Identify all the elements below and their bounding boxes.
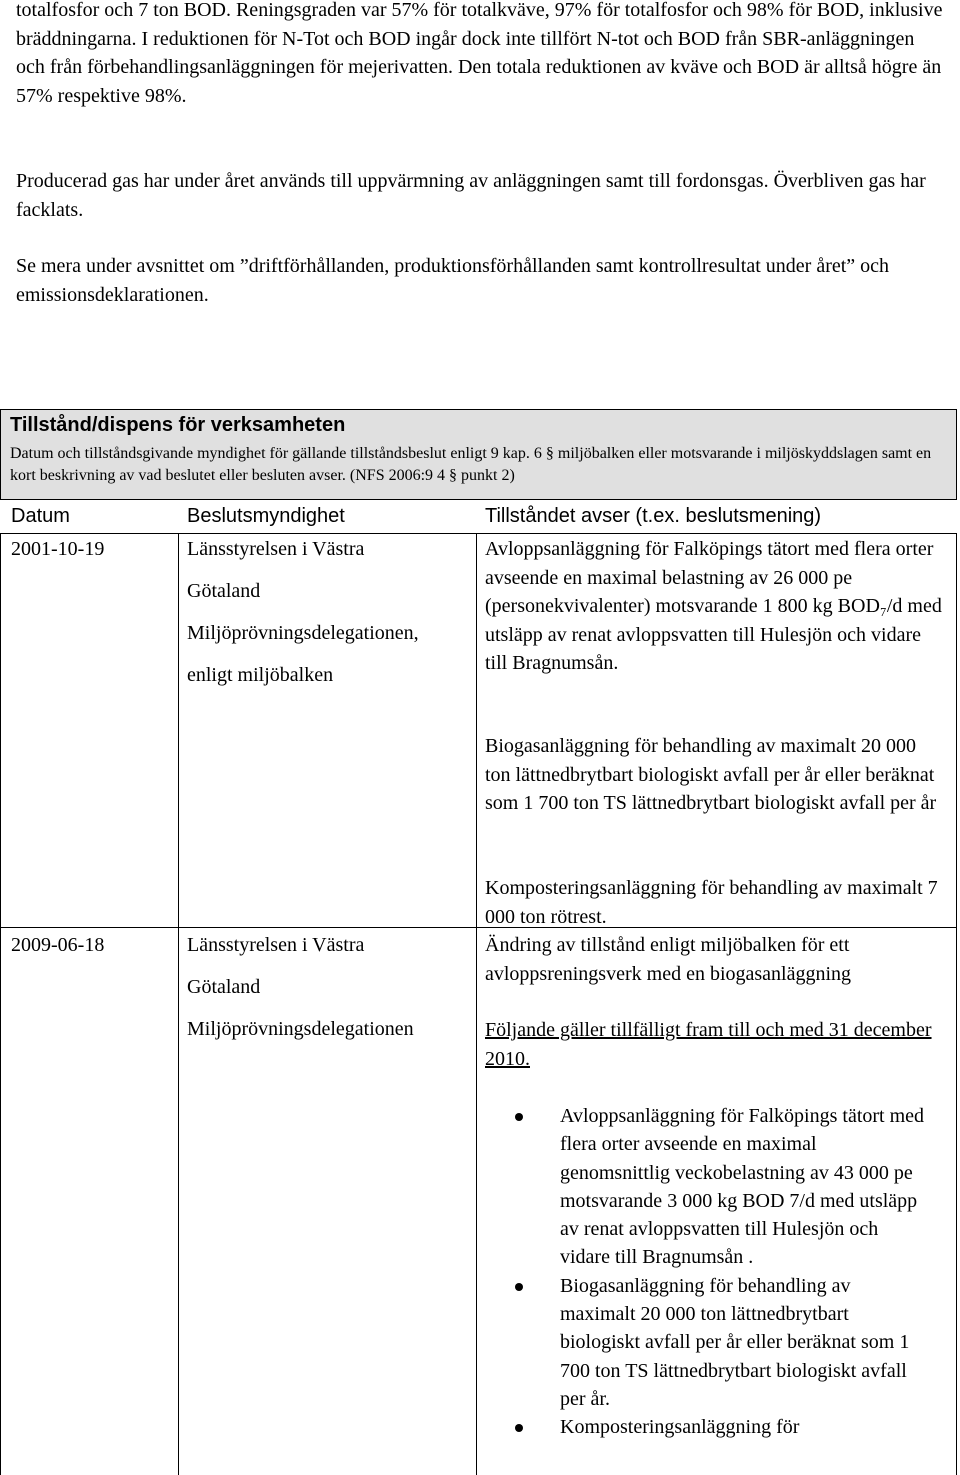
table-column-divider-2 xyxy=(476,533,477,1475)
row2-decision-paragraph: Ändring av tillstånd enligt miljöbalken för ett avloppsreningsverk med en biogasanläggning xyxy=(485,934,852,985)
table-header-rule xyxy=(0,533,957,534)
section-description: Datum och tillståndsgivande myndighet för gällande tillståndsbeslut enligt 9 kap. 6 § miljöbalken eller motsvarande i miljöskyddslagen samt en kort beskrivning av vad beslutet eller besluten avser. (NFS 2006:9 4 § punkt 2) xyxy=(10,445,932,484)
list-item: Biogasanläggning för behandling av maximalt 20 000 ton lättnedbrytbart biologiskt avfall per år eller beräknat som 1 700 ton TS lättnedbrytbart biologiskt avfall per år. xyxy=(510,1272,930,1413)
row1-authority-line: enligt miljöbalken xyxy=(187,664,334,686)
intro-paragraph-1: totalfosfor och 7 ton BOD. Reningsgraden var 57% för totalkväve, 97% för totalfosfor och 98% för BOD, inklusive bräddningarna. I reduktionen för N-Tot och BOD ingår dock inte tillfört N-tot och BOD från SBR-anläggningen och från förbehandlingsanläggningen för mejerivatten. Den totala reduktionen av kväve och BOD är alltså högre än 57% respektive 98%. xyxy=(16,0,943,107)
section-title: Tillstånd/dispens för verksamheten xyxy=(10,414,346,436)
intro-paragraph-2: Producerad gas har under året används till uppvärmning av anläggningen samt till fordonsgas. Överbliven gas har facklats. xyxy=(16,170,926,221)
row2-authority-line: Götaland xyxy=(187,976,261,998)
row1-authority-line: Götaland xyxy=(187,580,261,602)
column-header-date: Datum xyxy=(11,505,70,527)
row1-authority xyxy=(187,528,419,696)
column-header-authority: Beslutsmyndighet xyxy=(187,505,345,527)
table-column-divider-1 xyxy=(178,533,179,1475)
row2-authority-line: Miljöprövningsdelegationen xyxy=(187,1018,414,1040)
table-border-left xyxy=(0,533,1,1475)
row1-decision-paragraph: Avloppsanläggning för Falköpings tätort med flera orter avseende en maximal belastning av 26 000 pe (personekvivalenter) motsvarande 1 800 kg BOD₇/d med utsläpp av renat avloppsvatten till Hulesjön och vidare till Bragnumsån. xyxy=(485,538,942,674)
intro-paragraph-3: Se mera under avsnittet om ”driftförhållanden, produktionsförhållanden samt kontrollresultat under året” och emissionsdeklarationen. xyxy=(16,255,890,306)
section-header-box xyxy=(0,409,957,500)
row1-decision-paragraph: Komposteringsanläggning för behandling av maximalt 7 000 ton rötrest. xyxy=(485,877,938,928)
row2-bullet-list xyxy=(510,1102,930,1442)
row1-decision-paragraph: Biogasanläggning för behandling av maximalt 20 000 ton lättnedbrytbart biologiskt avfall per år eller beräknat som 1 700 ton TS lättnedbrytbart biologiskt avfall per år xyxy=(485,735,937,814)
row1-authority-line: Miljöprövningsdelegationen, xyxy=(187,622,419,644)
row2-temporary-note: Följande gäller tillfälligt fram till och med 31 december 2010. xyxy=(485,1019,932,1070)
row1-authority-line: Länsstyrelsen i Västra xyxy=(187,538,365,560)
row2-authority-line: Länsstyrelsen i Västra xyxy=(187,934,365,956)
list-item: Komposteringsanläggning för xyxy=(510,1413,930,1441)
list-item: Avloppsanläggning för Falköpings tätort med flera orter avseende en maximal genomsnittlig veckobelastning av 43 000 pe motsvarande 3 000 kg BOD 7/d med utsläpp av renat avloppsvatten till Hulesjön och vidare till Bragnumsån . xyxy=(510,1102,930,1272)
table-border-right xyxy=(956,533,957,1475)
row1-date: 2001-10-19 xyxy=(11,538,105,560)
row2-date: 2009-06-18 xyxy=(11,934,105,956)
column-header-decision: Tillståndet avser (t.ex. beslutsmening) xyxy=(485,505,822,527)
row2-authority xyxy=(187,924,414,1050)
